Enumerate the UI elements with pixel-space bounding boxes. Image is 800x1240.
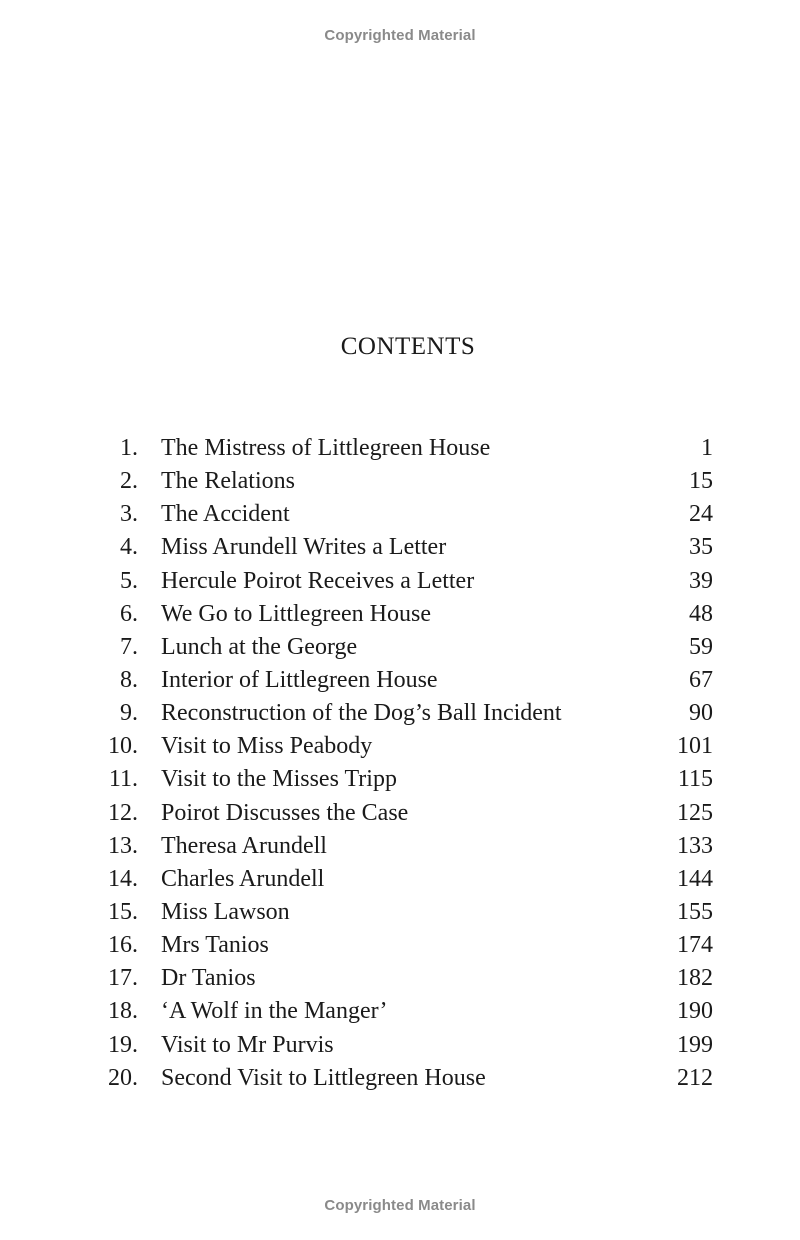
chapter-number: 12. bbox=[108, 799, 138, 826]
chapter-number: 14. bbox=[108, 865, 138, 892]
chapter-number: 8. bbox=[120, 666, 138, 693]
page-number: 59 bbox=[689, 633, 713, 660]
toc-entry bbox=[0, 1062, 800, 1095]
chapter-title: Theresa Arundell bbox=[161, 832, 327, 859]
chapter-title: Miss Lawson bbox=[161, 898, 290, 925]
toc-entry bbox=[0, 631, 800, 664]
chapter-title: Lunch at the George bbox=[161, 633, 358, 660]
toc-entry bbox=[0, 863, 800, 896]
page-title: CONTENTS bbox=[340, 333, 476, 360]
chapter-number: 2. bbox=[120, 468, 138, 495]
chapter-title: Dr Tanios bbox=[161, 965, 256, 992]
chapter-number: 17. bbox=[108, 965, 138, 992]
toc-entry bbox=[0, 664, 800, 697]
page-number: 90 bbox=[689, 700, 713, 727]
chapter-number: 15. bbox=[108, 898, 138, 925]
chapter-number: 7. bbox=[120, 633, 138, 660]
page-number: 174 bbox=[677, 932, 713, 959]
page-number: 15 bbox=[689, 468, 713, 495]
page-number: 48 bbox=[689, 600, 713, 627]
chapter-number: 4. bbox=[120, 534, 138, 561]
chapter-title: Visit to Mr Purvis bbox=[161, 1031, 334, 1058]
chapter-title: Visit to Miss Peabody bbox=[161, 733, 373, 760]
page-number: 115 bbox=[677, 766, 713, 793]
page-number: 35 bbox=[689, 534, 713, 561]
toc-entry bbox=[0, 797, 800, 830]
chapter-title: Visit to the Misses Tripp bbox=[161, 766, 397, 793]
page-number: 190 bbox=[677, 998, 713, 1025]
toc-entry bbox=[0, 1029, 800, 1062]
page-number: 39 bbox=[689, 567, 713, 594]
toc-entry bbox=[0, 730, 800, 763]
toc-entry bbox=[0, 697, 800, 730]
chapter-number: 9. bbox=[120, 700, 138, 727]
toc-entry bbox=[0, 896, 800, 929]
copyright-watermark-top: Copyrighted Material bbox=[324, 27, 476, 44]
page-number: 182 bbox=[677, 965, 713, 992]
page-number: 144 bbox=[677, 865, 713, 892]
chapter-number: 10. bbox=[108, 733, 138, 760]
page-number: 67 bbox=[689, 666, 713, 693]
chapter-title: Interior of Littlegreen House bbox=[161, 666, 438, 693]
page-number: 155 bbox=[677, 898, 713, 925]
chapter-number: 16. bbox=[108, 932, 138, 959]
toc-entry bbox=[0, 565, 800, 598]
chapter-title: Mrs Tanios bbox=[161, 932, 269, 959]
chapter-title: We Go to Littlegreen House bbox=[161, 600, 431, 627]
chapter-title: The Accident bbox=[161, 501, 290, 528]
chapter-title: Charles Arundell bbox=[161, 865, 325, 892]
toc-entry bbox=[0, 929, 800, 962]
chapter-title: Poirot Discusses the Case bbox=[161, 799, 409, 826]
toc-entry bbox=[0, 432, 800, 465]
toc-entry bbox=[0, 498, 800, 531]
chapter-number: 3. bbox=[120, 501, 138, 528]
toc-entry bbox=[0, 830, 800, 863]
chapter-number: 5. bbox=[120, 567, 138, 594]
chapter-number: 20. bbox=[108, 1064, 138, 1091]
toc-entry bbox=[0, 598, 800, 631]
chapter-title: The Mistress of Littlegreen House bbox=[161, 435, 491, 461]
chapter-title: Hercule Poirot Receives a Letter bbox=[161, 567, 475, 594]
chapter-number: 18. bbox=[108, 998, 138, 1025]
toc-entry bbox=[0, 962, 800, 995]
chapter-title: The Relations bbox=[161, 468, 295, 495]
toc-entry bbox=[0, 465, 800, 498]
copyright-watermark-bottom: Copyrighted Material bbox=[324, 1197, 476, 1214]
chapter-title: Reconstruction of the Dog’s Ball Incident bbox=[161, 700, 562, 727]
table-of-contents bbox=[0, 432, 800, 1095]
chapter-number: 13. bbox=[108, 832, 138, 859]
toc-entry bbox=[0, 531, 800, 564]
chapter-number: 1. bbox=[120, 435, 138, 461]
chapter-number: 11. bbox=[108, 766, 138, 793]
page-number: 133 bbox=[677, 832, 713, 859]
page-number: 125 bbox=[677, 799, 713, 826]
toc-entry bbox=[0, 995, 800, 1028]
chapter-number: 6. bbox=[120, 600, 138, 627]
page-number: 212 bbox=[677, 1064, 713, 1091]
chapter-number: 19. bbox=[108, 1031, 138, 1058]
chapter-title: Second Visit to Littlegreen House bbox=[161, 1064, 486, 1091]
chapter-title: Miss Arundell Writes a Letter bbox=[161, 534, 447, 561]
toc-entry bbox=[0, 763, 800, 796]
page-number: 101 bbox=[677, 733, 713, 760]
page-number: 1 bbox=[701, 435, 713, 461]
page-number: 199 bbox=[677, 1031, 713, 1058]
chapter-title: ‘A Wolf in the Manger’ bbox=[161, 998, 388, 1025]
page-number: 24 bbox=[689, 501, 713, 528]
